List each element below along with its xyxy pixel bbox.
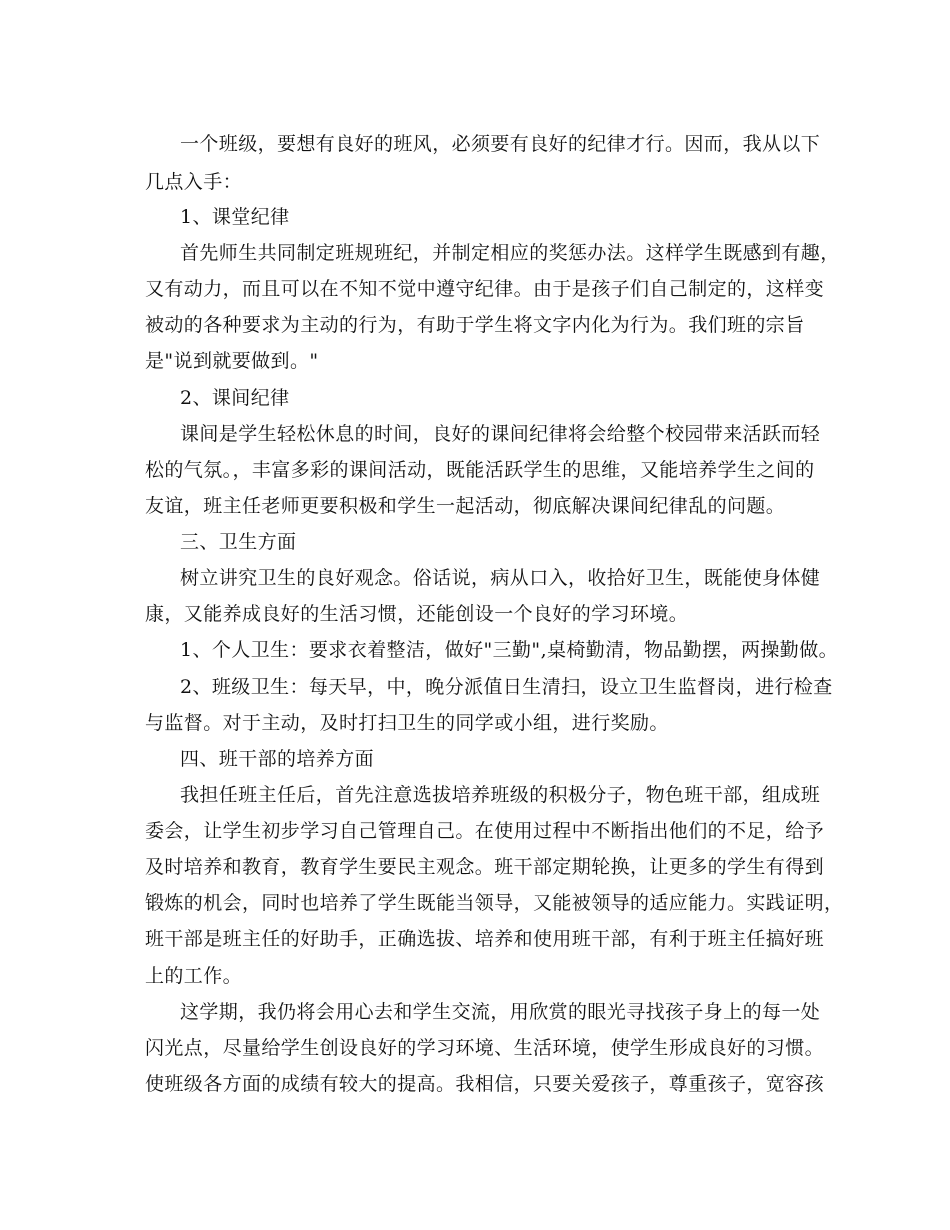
text-line: 被动的各种要求为主动的行为，有助于学生将文字内化为行为。我们班的宗旨 (145, 314, 805, 336)
text-line: 首先师生共同制定班规班纪，并制定相应的奖惩办法。这样学生既感到有趣， (180, 242, 840, 264)
text-line: 1、个人卫生：要求衣着整洁，做好"三勤",桌椅勤清，物品勤摆，两操勤做。 (180, 639, 839, 661)
text-line: 松的气氛。，丰富多彩的课间活动，既能活跃学生的思维，又能培养学生之间的 (145, 459, 815, 481)
section-heading: 四、班干部的培养方面 (180, 748, 375, 770)
text-line: 锻炼的机会，同时也培养了学生既能当领导，又能被领导的适应能力。实践证明， (145, 892, 844, 914)
section-heading: 2、课间纪律 (180, 387, 290, 409)
text-line: 又有动力，而且可以在不知不觉中遵守纪律。由于是孩子们自己制定的，这样变 (145, 278, 825, 300)
text-line: 树立讲究卫生的良好观念。俗话说，病从口入，收拾好卫生，既能使身体健 (180, 567, 821, 589)
text-line: 与监督。对于主动，及时打扫卫生的同学或小组，进行奖励。 (145, 712, 669, 734)
text-line: 2、班级卫生：每天早，中，晚分派值日生清扫，设立卫生监督岗，进行检查 (180, 676, 833, 698)
text-line: 闪光点，尽量给学生创设良好的学习环境、生活环境，使学生形成良好的习惯。 (145, 1037, 825, 1059)
text-line: 使班级各方面的成绩有较大的提高。我相信，只要关爱孩子，尊重孩子，宽容孩 (145, 1073, 825, 1095)
text-line: 这学期，我仍将会用心去和学生交流，用欣赏的眼光寻找孩子身上的每一处 (180, 1001, 821, 1023)
text-line: 友谊，班主任老师更要积极和学生一起活动，彻底解决课间纪律乱的问题。 (145, 495, 786, 517)
text-line: 及时培养和教育，教育学生要民主观念。班干部定期轮换，让更多的学生有得到 (145, 856, 825, 878)
text-line: 委会，让学生初步学习自己管理自己。在使用过程中不断指出他们的不足，给予 (145, 820, 825, 842)
section-heading: 1、课堂纪律 (180, 206, 290, 228)
text-line: 一个班级，要想有良好的班风，必须要有良好的纪律才行。因而，我从以下 (180, 133, 821, 155)
text-line: 我担任班主任后，首先注意选拔培养班级的积极分子，物色班干部，组成班 (180, 784, 821, 806)
text-line: 班干部是班主任的好助手，正确选拔、培养和使用班干部，有利于班主任搞好班 (145, 928, 825, 950)
text-line: 康，又能养成良好的生活习惯，还能创设一个良好的学习环境。 (145, 603, 689, 625)
text-line: 上的工作。 (145, 965, 243, 987)
text-line: 几点入手： (145, 171, 243, 193)
section-heading: 三、卫生方面 (180, 531, 297, 553)
text-line: 是"说到就要做到。" (145, 350, 319, 372)
text-line: 课间是学生轻松休息的时间，良好的课间纪律将会给整个校园带来活跃而轻 (180, 423, 821, 445)
